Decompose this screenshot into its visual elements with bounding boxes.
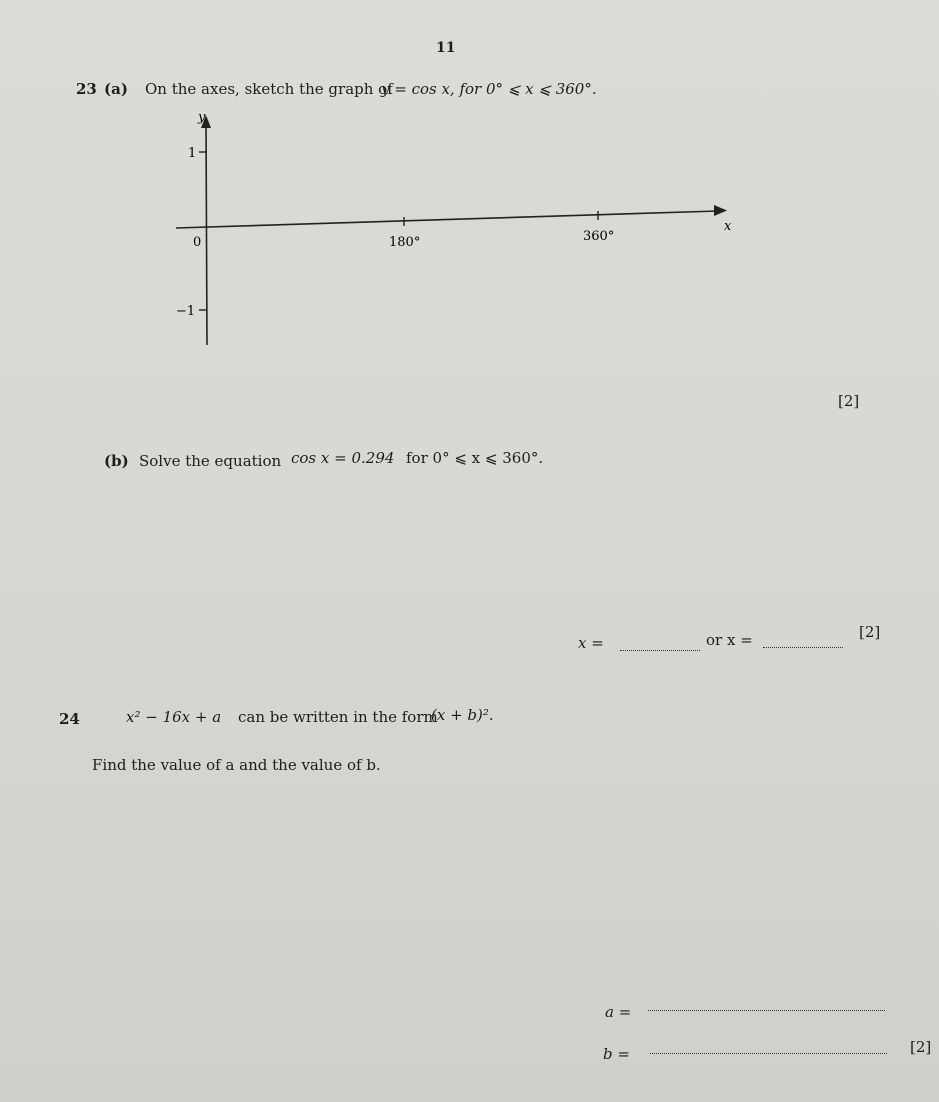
cosine-axes[interactable]: [0, 0, 939, 400]
part-a-marks: [2]: [838, 392, 860, 410]
answer-b-field[interactable]: [650, 1053, 887, 1054]
part-b-range: for 0° ⩽ x ⩽ 360°.: [406, 449, 544, 467]
part-a-equation: y = cos x, for 0° ⩽ x ⩽ 360°.: [381, 80, 597, 98]
y-tick-label-1: 1: [188, 146, 197, 161]
answer-x2-label: or x =: [706, 631, 753, 649]
question-number-23: 23: [76, 80, 97, 98]
answer-x1-field[interactable]: [620, 640, 700, 651]
q24-expression: x² − 16x + a: [126, 708, 222, 726]
y-tick-label-minus-1: −1: [176, 304, 196, 319]
part-b-label: (b): [104, 452, 129, 470]
part-a-text: On the axes, sketch the graph of: [145, 80, 393, 98]
page-number: 11: [436, 40, 456, 56]
x-axis-label: x: [724, 219, 732, 234]
q24-form: (x + b)².: [431, 706, 494, 724]
part-b-equation: cos x = 0.294: [291, 449, 395, 467]
origin-label: 0: [193, 235, 202, 250]
x-tick-label-180: 180°: [389, 235, 421, 250]
q24-marks: [2]: [910, 1038, 932, 1056]
x-axis: [176, 211, 718, 228]
answer-x2-field[interactable]: [763, 637, 843, 648]
y-axis-label: y: [198, 110, 206, 125]
part-b-text: Solve the equation: [139, 452, 282, 470]
answer-a-label: a =: [605, 1003, 632, 1021]
part-a-label: (a): [104, 80, 128, 98]
x-tick-label-360: 360°: [583, 229, 615, 244]
answer-b-label: b =: [603, 1045, 630, 1063]
y-axis: [206, 122, 207, 345]
question-number-24: 24: [59, 710, 80, 728]
answer-x1-label: x =: [578, 634, 604, 652]
part-b-marks: [2]: [859, 623, 881, 641]
x-axis-arrow: [714, 205, 727, 216]
q24-text: can be written in the form: [238, 708, 438, 726]
q24-instruction: Find the value of a and the value of b.: [92, 756, 381, 774]
answer-a-field[interactable]: [648, 1010, 885, 1011]
